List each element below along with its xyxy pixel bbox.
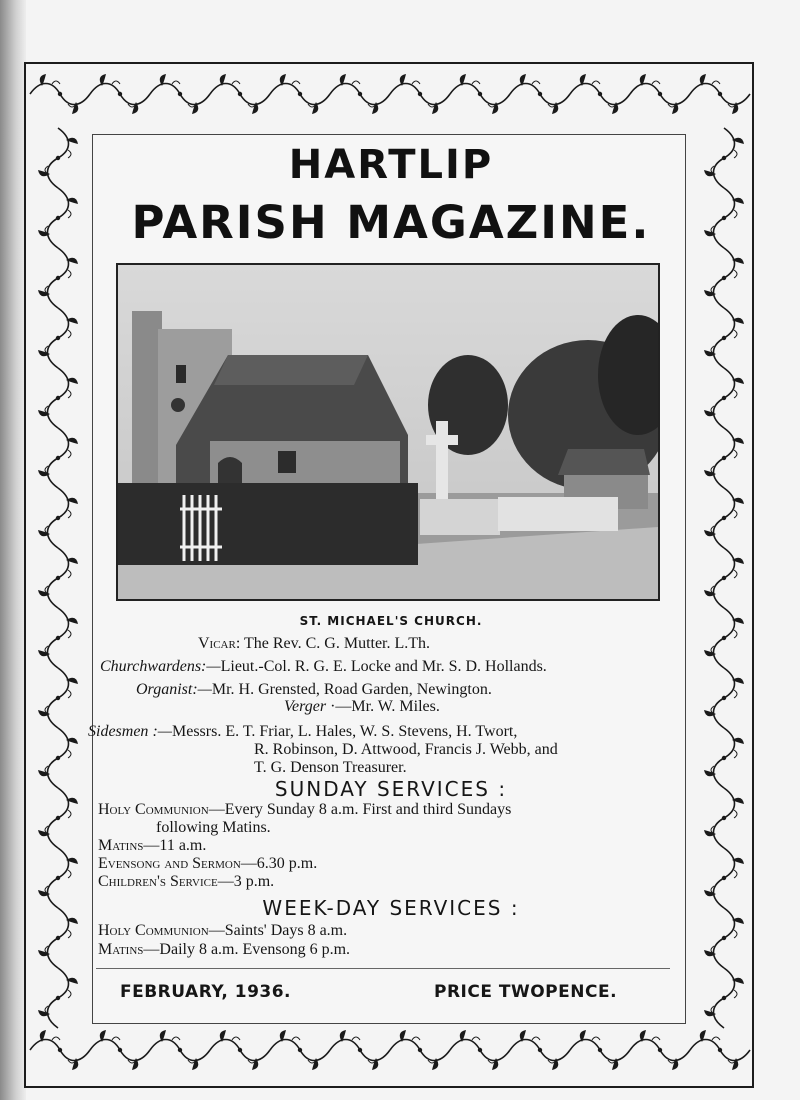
verger-value: Mr. W. Miles.	[351, 698, 440, 715]
churchwardens-label: Churchwardens	[100, 658, 202, 675]
footer-rule	[96, 968, 670, 969]
sunday-childrens-service: Children's Service—3 p.m.	[98, 873, 275, 890]
verger-label: Verger	[284, 698, 327, 715]
churchwardens-value: Lieut.-Col. R. G. E. Locke and Mr. S. D. Hollands.	[220, 658, 547, 675]
photo-caption: ST. MICHAEL'S CHURCH.	[299, 614, 483, 628]
border-top	[30, 74, 750, 114]
border-right	[704, 128, 744, 1028]
wall	[498, 497, 618, 531]
verger-line: Verger ·—Mr. W. Miles.	[284, 698, 440, 715]
sunday-matins: Matins—11 a.m.	[98, 837, 207, 854]
sidesmen-line-1: Sidesmen :—Messrs. E. T. Friar, L. Hales, W. S. Stevens, H. Twort,	[88, 723, 518, 740]
sidesmen-label: Sidesmen	[88, 723, 149, 740]
masthead-subtitle: PARISH MAGAZINE.	[131, 196, 651, 249]
sunday-services-heading: SUNDAY SERVICES :	[274, 777, 508, 801]
sidesmen-value-1: Messrs. E. T. Friar, L. Hales, W. S. Stevens, H. Twort,	[172, 723, 518, 740]
issue-date: FEBRUARY, 1936.	[120, 982, 292, 1002]
organist-value: Mr. H. Grensted, Road Garden, Newington.	[211, 681, 492, 698]
sunday-evensong: Evensong and Sermon—6.30 p.m.	[98, 855, 318, 872]
border-bottom	[30, 1030, 750, 1070]
organist-label: Organist	[136, 681, 193, 698]
weekday-matins: Matins—Daily 8 a.m. Evensong 6 p.m.	[98, 941, 351, 958]
vicar-line: Vicar: The Rev. C. G. Mutter. L.Th.	[198, 635, 431, 652]
vicar-label: Vicar	[198, 635, 236, 652]
sidesmen-line-3: T. G. Denson Treasurer.	[254, 759, 407, 776]
church-photo	[116, 263, 660, 601]
price: PRICE TWOPENCE.	[434, 982, 618, 1002]
masthead-title: HARTLIP	[288, 142, 494, 188]
vicar-value: The Rev. C. G. Mutter. L.Th.	[244, 635, 431, 652]
sunday-holy-communion: Holy Communion—Every Sunday 8 a.m. First and third Sundays	[98, 801, 512, 818]
hedge	[118, 483, 418, 565]
weekday-holy-communion: Holy Communion—Saints' Days 8 a.m.	[98, 922, 348, 939]
sidesmen-line-2: R. Robinson, D. Attwood, Francis J. Webb, and	[254, 741, 558, 758]
organist-line: Organist:—Mr. H. Grensted, Road Garden, Newington.	[136, 681, 492, 698]
churchwardens-line: Churchwardens:—Lieut.-Col. R. G. E. Locke and Mr. S. D. Hollands.	[100, 658, 547, 675]
weekday-services-heading: WEEK-DAY SERVICES :	[262, 896, 520, 920]
sunday-holy-communion-cont: following Matins.	[156, 819, 271, 836]
border-left	[38, 128, 78, 1028]
